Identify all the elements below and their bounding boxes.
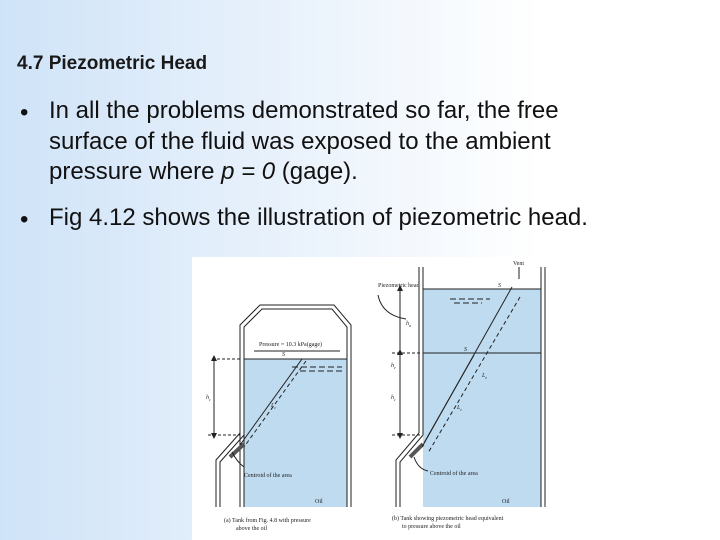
right-vent-label: Vent: [513, 261, 524, 267]
right-lc-label: $L_c$: [457, 405, 463, 412]
right-ha-label: $h_a$: [406, 321, 411, 328]
left-centroid-label: Centroid of the area: [244, 473, 292, 479]
bullet-1-line-3-pre: pressure where: [49, 158, 222, 185]
left-lc-label: $L_c$: [271, 403, 277, 410]
right-caption-line-1: (b) Tank showing piezometric head equivalent: [392, 516, 504, 522]
slide-title: 4.7 Piezometric Head: [17, 53, 208, 74]
left-pressure-label: Pressure = 10.3 kPa(gage): [259, 342, 323, 348]
bullet-1-line-3-post: (gage).: [275, 158, 358, 185]
left-oil-fluid: [244, 359, 347, 507]
left-hc-label: $h_c$: [206, 395, 211, 402]
pressure-equation: p = 0: [221, 158, 276, 185]
left-s-label: S: [282, 352, 285, 358]
right-centroid-label: Centroid of the area: [430, 471, 478, 477]
right-oil-label: Oil: [502, 499, 510, 505]
bullet-marker: •: [20, 99, 29, 126]
bullet-1-line-1: In all the problems demonstrated so far, the free: [49, 97, 559, 124]
bullet-1-line-3: [49, 157, 709, 188]
bullet-1-line-2: surface of the fluid was exposed to the ambient: [49, 127, 551, 155]
bullet-text-1: [49, 96, 709, 188]
right-piezo-label: Piezometric head: [378, 283, 420, 289]
right-caption-line-2: to pressure above the oil: [402, 524, 461, 530]
bullet-marker: •: [20, 206, 29, 233]
left-caption-line-1: (a) Tank from Fig. 4.8 with pressure: [224, 518, 311, 524]
right-le-label: $L_e$: [482, 373, 488, 380]
piezometric-head-figure: [192, 257, 552, 540]
left-oil-label: Oil: [315, 499, 323, 505]
left-caption-line-2: above the oil: [236, 526, 267, 532]
right-s-label: S: [498, 283, 501, 289]
right-s-label-2: S: [464, 347, 467, 353]
right-he-label: $h_e$: [391, 363, 396, 370]
right-hc-label: $h_c$: [391, 395, 396, 402]
figure-svg: [192, 257, 552, 540]
bullet-text-2: Fig 4.12 shows the illustration of piezometric head.: [49, 204, 588, 231]
